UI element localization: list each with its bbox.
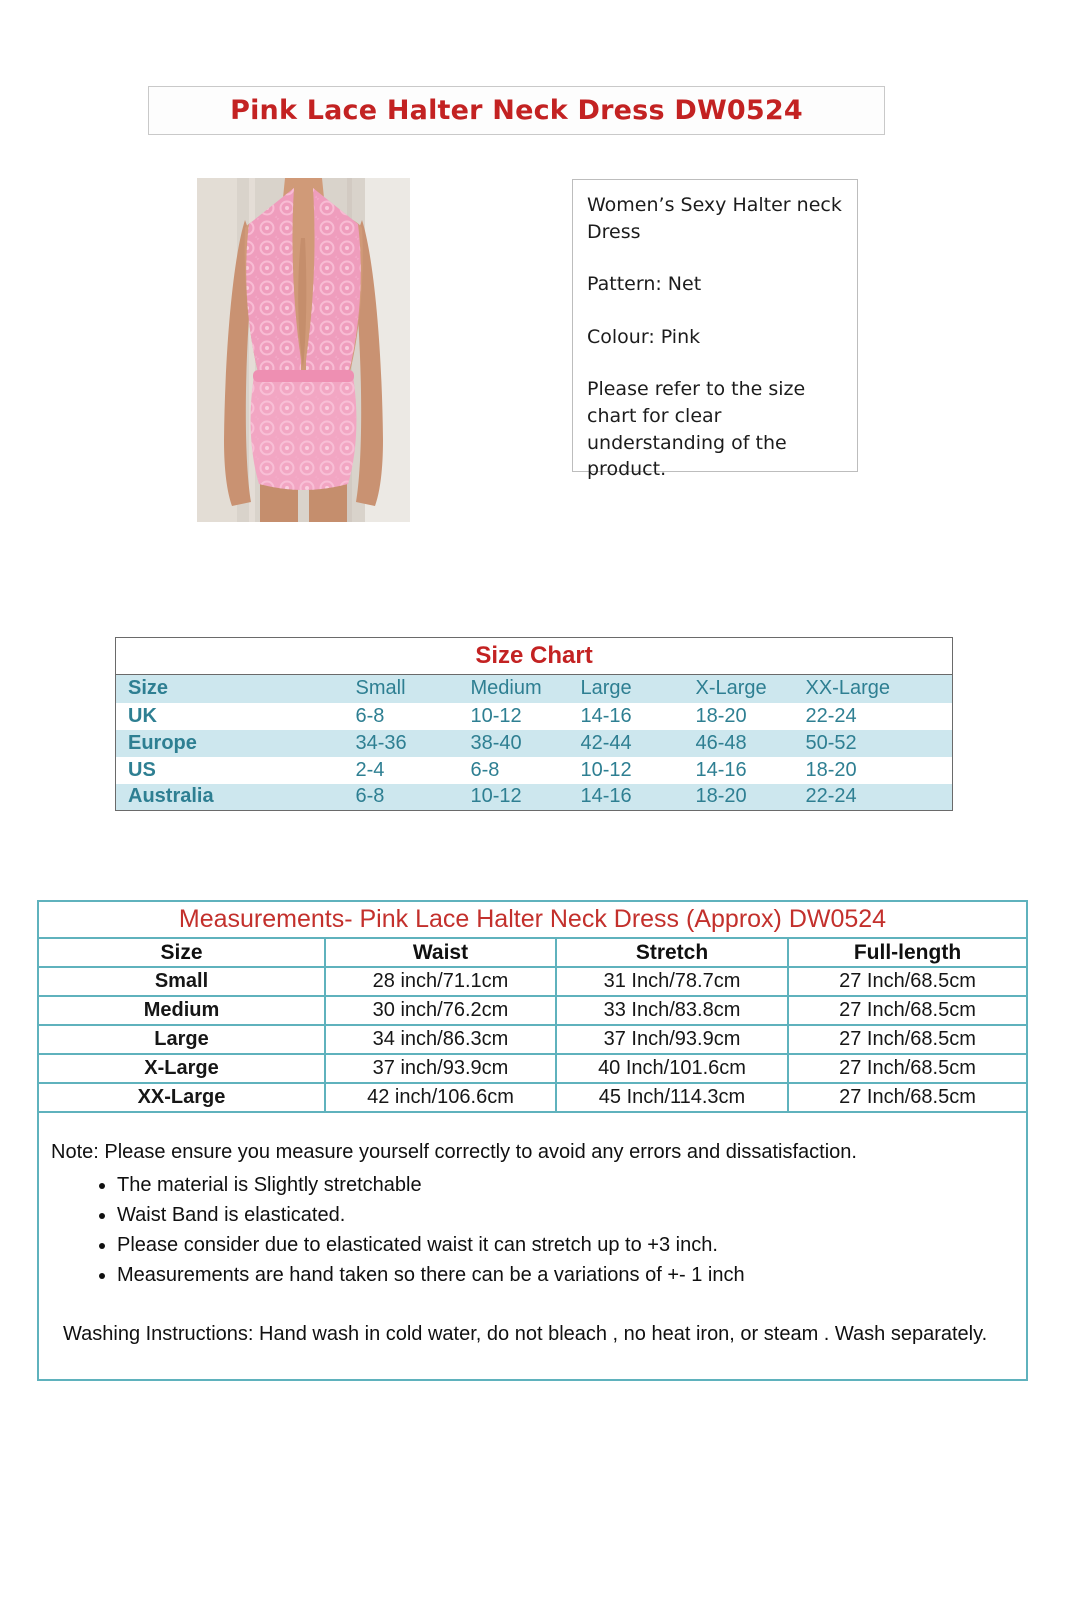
measurements-title: Measurements- Pink Lace Halter Neck Dress (Approx) DW0524 <box>39 902 1026 939</box>
cell: 27 Inch/68.5cm <box>788 1054 1026 1083</box>
size-chart-row-australia <box>116 784 953 811</box>
cell: 37 Inch/93.9cm <box>556 1025 788 1054</box>
note-intro: Note: Please ensure you measure yourself correctly to avoid any errors and dissatisfaction. <box>51 1141 857 1163</box>
cell: Large <box>39 1025 325 1054</box>
size-chart-row-europe <box>116 730 953 757</box>
measurements-header-row <box>39 939 1026 967</box>
size-chart-col-xxlarge: XX-Large <box>806 675 953 703</box>
cell: 14-16 <box>581 784 696 811</box>
cell: 27 Inch/68.5cm <box>788 967 1026 996</box>
cell: 27 Inch/68.5cm <box>788 1025 1026 1054</box>
cell: 33 Inch/83.8cm <box>556 996 788 1025</box>
cell: 10-12 <box>470 704 522 727</box>
cell: 10-12 <box>471 784 581 811</box>
cell: 28 inch/71.1cm <box>325 967 556 996</box>
measurements-row-medium <box>39 996 1026 1025</box>
cell: 14-16 <box>580 704 632 727</box>
size-chart-row-uk <box>116 703 953 730</box>
cell: 22-24 <box>805 704 857 727</box>
product-photo <box>197 178 410 522</box>
cell: 18-20 <box>805 758 857 781</box>
product-description-box <box>572 179 858 481</box>
dress-illustration <box>197 178 410 522</box>
meas-col-size: Size <box>39 939 325 967</box>
note-bullet-4: • Measurements are hand taken so there can be a variations of +- 1 inch <box>117 1264 1014 1287</box>
cell: 45 Inch/114.3cm <box>556 1083 788 1112</box>
measurements-box <box>37 900 1028 1381</box>
measurements-row-xxlarge <box>39 1083 1026 1112</box>
page-title: Pink Lace Halter Neck Dress DW0524 <box>230 95 803 126</box>
cell: X-Large <box>39 1054 325 1083</box>
cell: 42 inch/106.6cm <box>325 1083 556 1112</box>
row-label: Europe <box>116 730 356 757</box>
cell: 6-8 <box>470 758 500 781</box>
cell: Small <box>39 967 325 996</box>
size-chart-col-small: Small <box>356 675 471 703</box>
cell: 18-20 <box>696 784 806 811</box>
measurements-row-large <box>39 1025 1026 1054</box>
cell: 6-8 <box>355 704 385 727</box>
row-label: US <box>128 758 156 781</box>
cell: 34 inch/86.3cm <box>325 1025 556 1054</box>
cell: Medium <box>39 996 325 1025</box>
note-bullet-2: • Waist Band is elasticated. <box>117 1204 1014 1227</box>
notes-section <box>39 1141 1026 1346</box>
size-chart-col-medium: Medium <box>471 675 581 703</box>
size-chart-row-us <box>116 757 953 784</box>
cell: 27 Inch/68.5cm <box>788 1083 1026 1112</box>
cell: 38-40 <box>471 730 581 757</box>
description-line-2: Pattern: Net <box>587 273 702 296</box>
description-line-4: Please refer to the size chart for clear understanding of the product. <box>587 378 806 481</box>
cell: 14-16 <box>695 758 747 781</box>
size-chart-col-large: Large <box>581 675 696 703</box>
measurements-row-small <box>39 967 1026 996</box>
notes-list <box>51 1174 1014 1287</box>
cell: 2-4 <box>355 758 385 781</box>
cell: XX-Large <box>39 1083 325 1112</box>
row-label: Australia <box>116 784 356 811</box>
cell: 6-8 <box>356 784 471 811</box>
cell: 42-44 <box>581 730 696 757</box>
cell: 10-12 <box>580 758 632 781</box>
cell: 22-24 <box>806 784 953 811</box>
size-chart-col-size: Size <box>116 675 356 703</box>
washing-instructions: Washing Instructions: Hand wash in cold water, do not bleach , no heat iron, or steam . Wash separately. <box>63 1323 988 1345</box>
meas-col-fulllength: Full-length <box>788 939 1026 967</box>
cell: 30 inch/76.2cm <box>325 996 556 1025</box>
cell: 40 Inch/101.6cm <box>556 1054 788 1083</box>
cell: 18-20 <box>695 704 747 727</box>
cell: 34-36 <box>356 730 471 757</box>
size-chart-table <box>115 637 953 811</box>
cell: 50-52 <box>806 730 953 757</box>
cell: 27 Inch/68.5cm <box>788 996 1026 1025</box>
page-title-box <box>148 86 885 135</box>
size-chart-col-xlarge: X-Large <box>696 675 806 703</box>
row-label: UK <box>128 704 157 727</box>
meas-col-waist: Waist <box>325 939 556 967</box>
cell: 37 inch/93.9cm <box>325 1054 556 1083</box>
cell: 31 Inch/78.7cm <box>556 967 788 996</box>
description-line-3: Colour: Pink <box>587 325 701 348</box>
meas-col-stretch: Stretch <box>556 939 788 967</box>
description-line-1: Women’s Sexy Halter neck Dress <box>587 194 842 243</box>
size-chart-title: Size Chart <box>116 638 953 675</box>
cell: 46-48 <box>696 730 806 757</box>
measurements-row-xlarge <box>39 1054 1026 1083</box>
measurements-table <box>39 939 1026 1113</box>
note-bullet-1: • The material is Slightly stretchable <box>117 1174 1014 1197</box>
note-bullet-3: • Please consider due to elasticated waist it can stretch up to +3 inch. <box>117 1234 1014 1257</box>
